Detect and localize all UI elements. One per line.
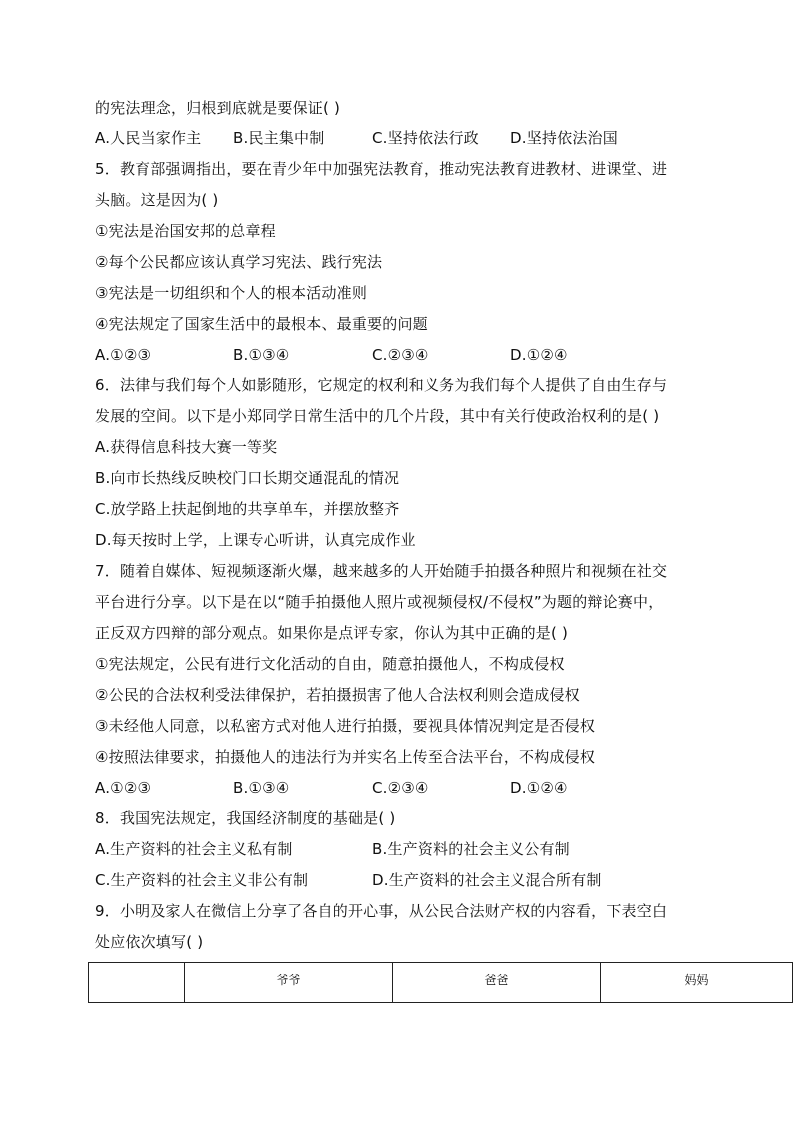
- q4-stem-end: 的宪法理念，归根到底就是要保证( ): [95, 99, 341, 117]
- q5-option-b: B.①③④: [233, 346, 290, 364]
- q8-option-b: B.生产资料的社会主义公有制: [372, 840, 570, 858]
- q4-option-d: D.坚持依法治国: [510, 129, 618, 147]
- q7-statement-1: ①宪法规定，公民有进行文化活动的自由，随意拍摄他人，不构成侵权: [95, 655, 565, 673]
- q9-table-header-dad: 爸爸: [393, 963, 601, 1003]
- q5-option-c: C.②③④: [372, 346, 429, 364]
- q7-stem-line-2: 平台进行分享。以下是在以“随手拍摄他人照片或视频侵权/不侵权”为题的辩论赛中，: [95, 593, 664, 611]
- q9-stem-line-2: 处应依次填写( ): [95, 933, 204, 951]
- q9-stem-line-1: 9．小明及家人在微信上分享了各自的开心事，从公民合法财产权的内容看，下表空白: [95, 902, 668, 920]
- q5-statement-4: ④宪法规定了国家生活中的最根本、最重要的问题: [95, 315, 428, 333]
- q7-stem-line-1: 7．随着自媒体、短视频逐渐火爆，越来越多的人开始随手拍摄各种照片和视频在社交: [95, 562, 668, 580]
- q6-option-d: D.每天按时上学，上课专心听讲，认真完成作业: [95, 531, 416, 549]
- q5-stem-line-2: 头脑。这是因为( ): [95, 191, 219, 209]
- q8-stem: 8．我国宪法规定，我国经济制度的基础是( ): [95, 809, 396, 827]
- q4-option-a: A.人民当家作主: [95, 129, 202, 147]
- q9-table-header-grandpa: 爷爷: [185, 963, 393, 1003]
- q8-option-d: D.生产资料的社会主义混合所有制: [372, 871, 602, 889]
- q6-stem-line-2: 发展的空间。以下是小郑同学日常生活中的几个片段，其中有关行使政治权利的是( ): [95, 407, 660, 425]
- q9-table-header-blank: [89, 963, 185, 1003]
- q4-option-b: B.民主集中制: [233, 129, 325, 147]
- q4-option-c: C.坚持依法行政: [372, 129, 479, 147]
- q5-option-a: A.①②③: [95, 346, 152, 364]
- q9-table-header-mom: 妈妈: [601, 963, 793, 1003]
- q5-statement-2: ②每个公民都应该认真学习宪法、践行宪法: [95, 253, 383, 271]
- q6-option-a: A.获得信息科技大赛一等奖: [95, 438, 278, 456]
- q6-option-b: B.向市长热线反映校门口长期交通混乱的情况: [95, 469, 400, 487]
- q7-statement-4: ④按照法律要求，拍摄他人的违法行为并实名上传至合法平台，不构成侵权: [95, 748, 596, 766]
- q9-table-header-row: [89, 963, 793, 1003]
- q7-statement-3: ③未经他人同意，以私密方式对他人进行拍摄，要视具体情况判定是否侵权: [95, 717, 596, 735]
- q5-statement-3: ③宪法是一切组织和个人的根本活动准则: [95, 284, 368, 302]
- q5-option-d: D.①②④: [510, 346, 568, 364]
- q7-option-c: C.②③④: [372, 779, 429, 797]
- q6-option-c: C.放学路上扶起倒地的共享单车，并摆放整齐: [95, 500, 400, 518]
- q5-stem-line-1: 5．教育部强调指出，要在青少年中加强宪法教育，推动宪法教育进教材、进课堂、进: [95, 160, 668, 178]
- q9-table: [88, 962, 793, 1003]
- q7-stem-line-3: 正反双方四辩的部分观点。如果你是点评专家，你认为其中正确的是( ): [95, 624, 569, 642]
- q7-statement-2: ②公民的合法权利受法律保护，若拍摄损害了他人合法权利则会造成侵权: [95, 686, 580, 704]
- q7-option-b: B.①③④: [233, 779, 290, 797]
- q7-option-a: A.①②③: [95, 779, 152, 797]
- q8-option-a: A.生产资料的社会主义私有制: [95, 840, 293, 858]
- q7-option-d: D.①②④: [510, 779, 568, 797]
- q5-statement-1: ①宪法是治国安邦的总章程: [95, 222, 276, 240]
- q8-option-c: C.生产资料的社会主义非公有制: [95, 871, 309, 889]
- q6-stem-line-1: 6．法律与我们每个人如影随形，它规定的权利和义务为我们每个人提供了自由生存与: [95, 376, 668, 394]
